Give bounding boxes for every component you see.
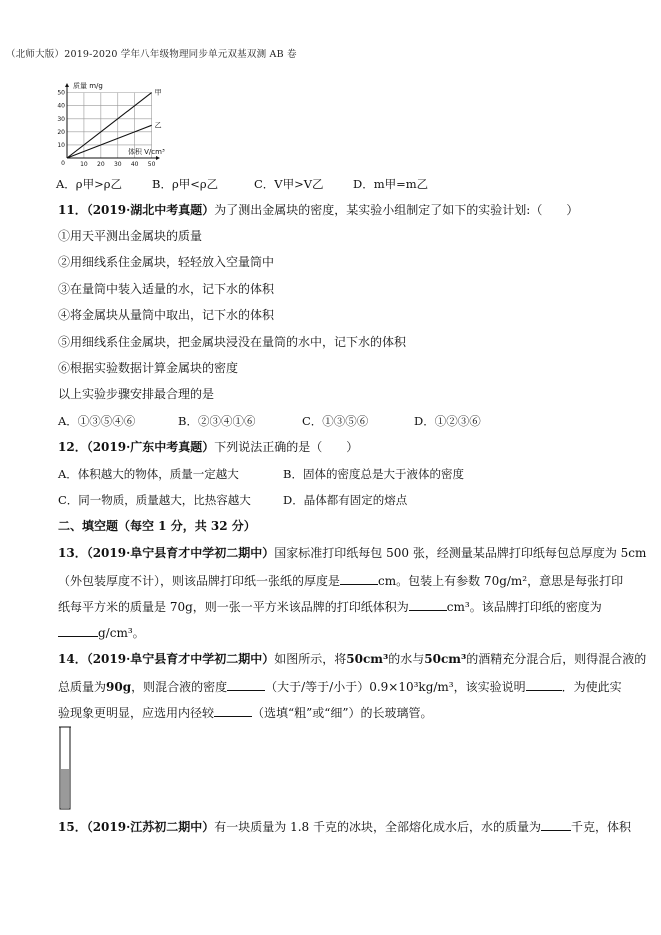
q13-number: 13．: [58, 546, 87, 560]
q14-blank-1[interactable]: [227, 678, 265, 691]
q13-text-4: g/cm³。: [98, 626, 145, 640]
q10-option-c: C．V甲>V乙: [254, 177, 324, 191]
q11-number: 11．: [58, 203, 87, 217]
q14-line-1: [58, 651, 646, 667]
q14-text-3a: 验现象更明显，应选用内径较: [58, 706, 215, 720]
q12-number: 12．: [58, 440, 87, 454]
x-tick-label: 20: [97, 161, 105, 168]
q11-stem: [58, 202, 578, 218]
q14-text-1c: 的酒精充分混合后，则得混合液的: [466, 652, 647, 666]
q10-option-b: B．ρ甲<ρ乙: [152, 177, 219, 191]
chart-xlabel: 体积 V/cm³: [127, 148, 165, 156]
q11-option-b: B．②③④①⑥: [178, 414, 256, 428]
series-label-2: 乙: [154, 121, 162, 130]
q14-text-1b: 的水与: [388, 652, 425, 666]
q15-text-1a: 有一块质量为 1.8 千克的冰块，全部熔化成水后，水的质量为: [214, 820, 541, 834]
q14-text-2a: 总质量为: [58, 680, 107, 694]
q12-source: （2019·广东中考真题）: [86, 440, 215, 454]
y-tick-label: 40: [57, 102, 65, 110]
q14-volume-alcohol: 50cm³: [424, 652, 467, 666]
q13-text-2b: cm。包装上有参数 70g/m²，意思是每张打印: [378, 574, 624, 588]
glass-tube-figure: [59, 725, 75, 811]
q12-option-d: D．晶体都有固定的熔点: [283, 493, 408, 507]
q14-volume-water: 50cm³: [346, 652, 389, 666]
q15-line-1: [58, 818, 631, 835]
x-tick-label: 30: [113, 161, 122, 168]
q14-blank-3[interactable]: [214, 704, 252, 717]
q12-text: 下列说法正确的是（ ）: [214, 440, 359, 454]
y-tick-label: 20: [57, 128, 65, 136]
q11-option-a: A．①③⑤④⑥: [58, 414, 136, 428]
q12-option-a: A．体积越大的物体，质量一定越大: [58, 467, 239, 481]
q14-line-2: [58, 678, 622, 695]
q11-source: （2019·湖北中考真题）: [86, 203, 215, 217]
q14-text-3b: （选填“粗”或“细”）的长玻璃管。: [252, 706, 433, 720]
q10-option-d: D．m甲=m乙: [353, 177, 429, 191]
q10-option-a: A．ρ甲>ρ乙: [56, 177, 122, 191]
y-axis-arrow: [65, 83, 69, 87]
q13-text-1: 国家标准打印纸每包 500 张，经测量某品牌打印纸每包总厚度为 5cm: [274, 546, 647, 560]
q14-mass: 90g: [106, 680, 132, 694]
q14-source: （2019·阜宁县育才中学初二期中）: [86, 652, 275, 666]
q11-option-c: C．①③⑤⑥: [302, 414, 369, 428]
q11-ask: 以上实验步骤安排最合理的是: [58, 387, 215, 401]
q14-text-2c: （大于/等于/小于）0.9×10³kg/m³，该实验说明: [265, 680, 526, 694]
x-tick-label: 40: [130, 161, 139, 168]
q13-line-2: [58, 572, 623, 589]
q11-text: 为了测出金属块的密度，某实验小组制定了如下的实验计划:（ ）: [214, 203, 579, 217]
q13-text-3b: cm³。该品牌打印纸的密度为: [446, 600, 602, 614]
q12-option-b: B．固体的密度总是大于液体的密度: [283, 467, 464, 481]
q15-source: （2019·江苏初二期中）: [86, 820, 215, 834]
x-axis-arrow: [156, 156, 160, 160]
q13-text-3a: 纸每平方米的质量是 70g，则一张一平方米该品牌的打印纸体积为: [58, 600, 409, 614]
q14-number: 14．: [58, 652, 87, 666]
q13-blank-3[interactable]: [58, 624, 98, 637]
q14-text-2b: ，则混合液的密度: [131, 680, 228, 694]
q13-line-3: [58, 598, 602, 615]
q15-text-1b: 千克，体积: [571, 820, 632, 834]
q12-option-c: C．同一物质，质量越大，比热容越大: [58, 493, 251, 507]
q13-blank-2[interactable]: [409, 598, 447, 611]
y-tick-label: 10: [57, 141, 65, 149]
y-tick-label: 30: [57, 115, 65, 123]
x-tick-label: 50: [147, 161, 156, 168]
q15-number: 15．: [58, 820, 87, 834]
x-tick-label: 10: [80, 161, 88, 168]
q11-step-3: ③在量筒中装入适量的水，记下水的体积: [58, 282, 275, 296]
q11-step-5: ⑤用细线系住金属块，把金属块浸没在量筒的水中，记下水的体积: [58, 335, 407, 349]
section-title-fill-in: 二、填空题（每空 1 分，共 32 分）: [58, 519, 256, 533]
q13-line-1: [58, 545, 646, 561]
q14-line-3: [58, 704, 433, 721]
q11-step-2: ②用细线系住金属块，轻轻放入空量筒中: [58, 255, 275, 269]
y-tick-label: 50: [57, 89, 65, 97]
q11-step-4: ④将金属块从量筒中取出，记下水的体积: [58, 308, 275, 322]
q15-blank-1[interactable]: [541, 818, 571, 831]
page-header: （北师大版）2019-2020 学年八年级物理同步单元双基双测 AB 卷: [6, 49, 297, 60]
q14-text-2d: ．为使此实: [561, 680, 622, 694]
q11-step-6: ⑥根据实验数据计算金属块的密度: [58, 361, 239, 375]
q13-text-2a: （外包装厚度不计），则该品牌打印纸一张纸的厚度是: [58, 574, 341, 588]
q13-line-4: [58, 624, 145, 641]
series-label-1: 甲: [154, 88, 162, 97]
q11-step-1: ①用天平测出金属块的质量: [58, 229, 203, 243]
q12-stem: [58, 439, 358, 455]
q13-blank-1[interactable]: [340, 572, 378, 585]
q13-source: （2019·阜宁县育才中学初二期中）: [86, 546, 275, 560]
mass-volume-chart: [55, 80, 235, 168]
q14-blank-2[interactable]: [526, 678, 562, 691]
chart-ylabel: 质量 m/g: [73, 82, 103, 90]
q11-option-d: D．①②③⑥: [414, 414, 481, 428]
tube-liquid: [61, 769, 69, 808]
origin-label: 0: [61, 160, 65, 167]
q14-text-1a: 如图所示，将: [274, 652, 347, 666]
